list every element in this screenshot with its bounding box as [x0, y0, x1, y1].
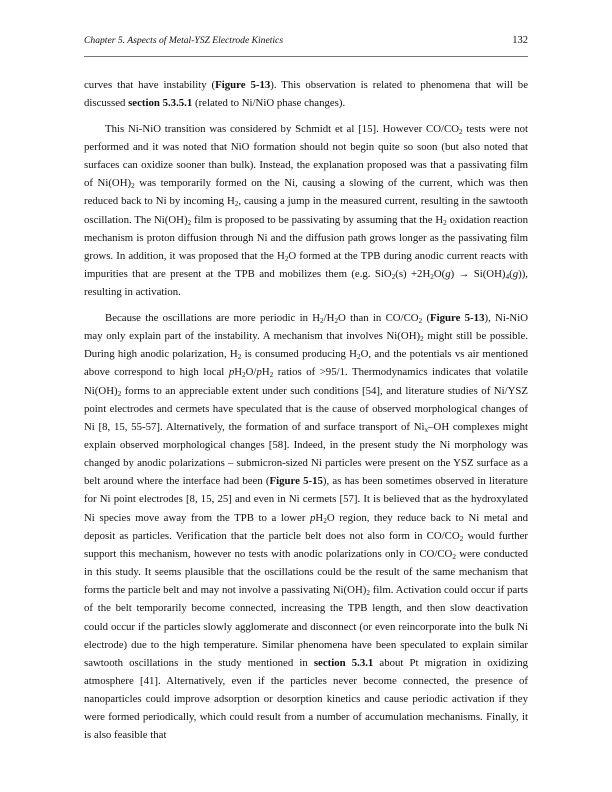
figure-reference: Figure 5-13 [430, 311, 485, 324]
paragraph-1: curves that have instability (Figure 5-13). This observation is related to phenomena that will be discussed section 5.3.5.1 (related to Ni/NiO phase changes). [84, 79, 528, 110]
page-header [84, 34, 528, 48]
figure-reference: Figure 5-13 [215, 79, 271, 91]
page-number: 132 [512, 35, 528, 46]
chapter-title: Chapter 5. Aspects of Metal-YSZ Electrode Kinetics [84, 35, 284, 46]
paragraph-3: Because the oscillations are more periodic in $H_2/H_2O$ than in $CO/CO_2$ (Figure 5-13), Ni-NiO may only explain part of the instability. A mechanism that involves $Ni(OH)_2$ might still be possible. During high anodic polarization, $H_2$ is consumed producing $H_2O$, and the potentials vs air mentioned above correspond to high local $pH_2O/pH_2$ ratios of >95/1. Thermodynamics indicates that volatile $Ni(OH)_2$ forms to an appreciable extent under such conditions [54], and literature studies of Ni/YSZ point electrodes and cermets have speculated that is the cause of observed morphological changes of Ni [8, 15, 55-57]. Alternatively, the formation of and surface transport of $Ni_x-OH$ complexes might explain observed morphological changes [58]. Indeed, in the present study the Ni morphology was changed by anodic polarizations – submicron-sized Ni particles were present on the YSZ surface as a belt around where the interface had been (Figure 5-15), as has been sometimes observed in literature for Ni point electrodes [8, 15, 25] and even in Ni cermets [57]. It is believed that as the hydroxylated Ni species move away from the TPB to a lower $pH_2O$ region, they reduce back to Ni metal and deposit as particles. Verification that the particle belt does not also form in $CO/CO_2$ would further support this mechanism, however no tests with anodic polarizations only in $CO/CO_2$ were conducted in this study. It seems plausible that the oscillations could be the result of the same mechanism that forms the particle belt and may not involve a passivating $Ni(OH)_2$ film. Activation could occur if parts of the belt temporarily become connected, increasing the TPB length, and then slow deactivation could occur if the particles slowly agglomerate and disconnect (or even reincorporate into the bulk Ni electrode) due to the high temperature. Similar phenomena have been speculated to explain similar sawtooth oscillations in the study mentioned in section 5.3.1 about Pt migration in oxidizing atmosphere [41]. Alternatively, even if the particles never become connected, the presence of nanoparticles could improve adsorption or desorption kinetics and cause periodic activation if they were formed periodically, which could result from a number of accumulation mechanisms. Finally, it is also feasible that [84, 311, 529, 742]
body-text [84, 76, 528, 745]
paragraph-2: This Ni-NiO transition was considered by Schmidt et al [15]. However $CO/CO_2$ tests were not performed and it was noted that NiO formation should not begin quite so soon (but also noted that surfaces can oxidize sooner than bulk). Instead, the explanation proposed was that a passivating film of $Ni(OH)_2$ was temporarily formed on the Ni, causing a slowing of the current, which was then reduced back to Ni by incoming $H_2$, causing a jump in the measured current, resulting in the sawtooth oscillation. The $Ni(OH)_2$ film is proposed to be passivating by assuming that the $H_2$ oxidation reaction mechanism is proton diffusion through Ni and the diffusion path grows longer as the passivating film grows. In addition, it was proposed that the $H_2O$ formed at the TPB during anodic current reacts with impurities that are present at the TPB and mobilizes them (e.g. $SiO_2(s) +2H_2O(g) \to Si(OH)_4(g)$), resulting in activation. [84, 122, 529, 299]
figure-reference: Figure 5-15 [269, 475, 323, 488]
section-reference: section 5.3.5.1 [128, 97, 193, 110]
header-rule [84, 56, 528, 57]
section-reference: section 5.3.1 [313, 656, 374, 669]
